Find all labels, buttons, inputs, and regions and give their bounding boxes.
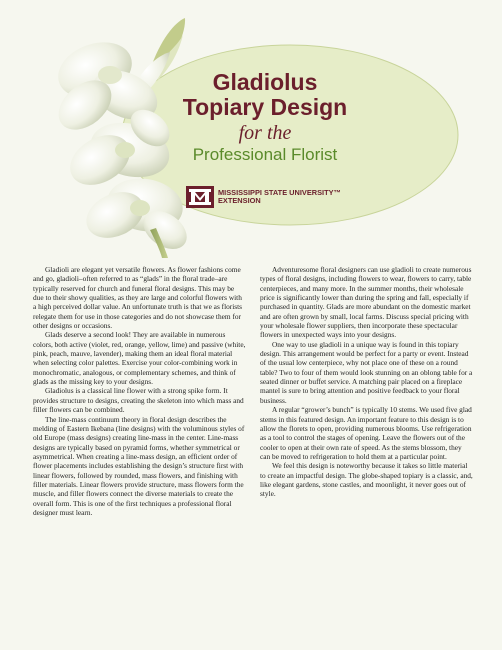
paragraph: Adventuresome floral designers can use gladioli to create numerous types of floral designs, including flowers to wear, flowers to carry, table centerpieces, and many more. In the summer months, their wholesale price is significantly lower than during the spring and fall, especially if purchased in quantity. Glads are more abundant on the domestic market and are often grown by small, local farms. Discuss special pricing with your wholesale flower suppliers, then incorporate these spectacular flowers in unexpected ways into your designs. (260, 265, 472, 340)
paragraph: Gladiolus is a classical line flower with a strong spike form. It provides structure to designs, creating the skeleton into which mass and filler flowers can be combined. (33, 386, 244, 415)
title-for-the: for the (238, 122, 292, 144)
msu-logo-icon (186, 186, 214, 208)
org-name: MISSISSIPPI STATE UNIVERSITY™ (218, 187, 341, 197)
paragraph: We feel this design is noteworthy because it takes so little material to create an impactful design. The globe-shaped topiary is a classic, and, like elegant gardens, stone castles, and moonlight, it never goes out of style. (260, 461, 473, 499)
org-extension: EXTENSION (218, 196, 261, 205)
paragraph: Gladioli are elegant yet versatile flowers. As flower fashions come and go, gladioli–often referred to as “glads” in the floral trade–are typically reserved for church and funeral floral designs. This may be due to their showy qualities, as they are large and colorful flowers with a high perceived dollar value. An unfortunate truth is that we as florists relegate them for use in those categories and do not showcase them for other designs or occasions. (33, 265, 243, 331)
title-subtitle: Professional Florist (192, 145, 338, 164)
msu-extension-logo (186, 186, 341, 208)
title-line2: Topiary Design (182, 94, 348, 120)
left-column (33, 265, 246, 517)
title-block (150, 70, 380, 164)
msu-text (218, 189, 341, 206)
paragraph: The line-mass continuum theory in floral design describes the melding of Eastern Ikebana (line designs) with the voluminous styles of old Europe (mass designs) creating line-mass in the center. Line-mass designs are typically based on pyramid forms, whether symmetrical or asymmetrical. When creating a line-mass design, an efficient order of flower placements includes establishing the design’s structure first with linear flowers, followed by rounded, mass flowers, and finishing with filler materials. Linear flowers provide structure, mass flowers form the muscle, and filler flowers connect the diverse materials to create the overall form. This is one of the first techniques a professional floral designer must learn. (33, 414, 245, 517)
right-column (260, 265, 473, 517)
paragraph: A regular “grower’s bunch” is typically 10 stems. We used five glad stems in this featured design. An important feature to this design is to allow the florets to open, providing numerous blooms. Use refrigeration as a tool to control the stages of opening. Leave the flowers out of the cooler to open at their own rate of speed. As the stems blossom, they can be moved to refrigeration to hold them at a particular point. (260, 405, 472, 461)
article-body (33, 265, 473, 517)
title-line1: Gladiolus (212, 69, 318, 95)
paragraph: Glads deserve a second look! They are available in numerous colors, both active (violet, red, orange, yellow, lime) and passive (white, pink, peach, mauve, lavender), making them an ideal floral material when selecting color palettes. Exercise your color-combining work in monochromatic, analogous, or complementary schemes, and think of glads as the missing key to your designs. (33, 330, 246, 387)
paragraph: One way to use gladioli in a unique way is found in this topiary design. This arrangement would be perfect for a party or event. Instead of the usual low centerpiece, why not place one of these on a round table? Two to four of them would look stunning on an oblong table for a seated dinner or buffet service. A matching pair placed on a fireplace mantel is sure to bring attention and positive feedback to your floral business. (260, 339, 473, 405)
